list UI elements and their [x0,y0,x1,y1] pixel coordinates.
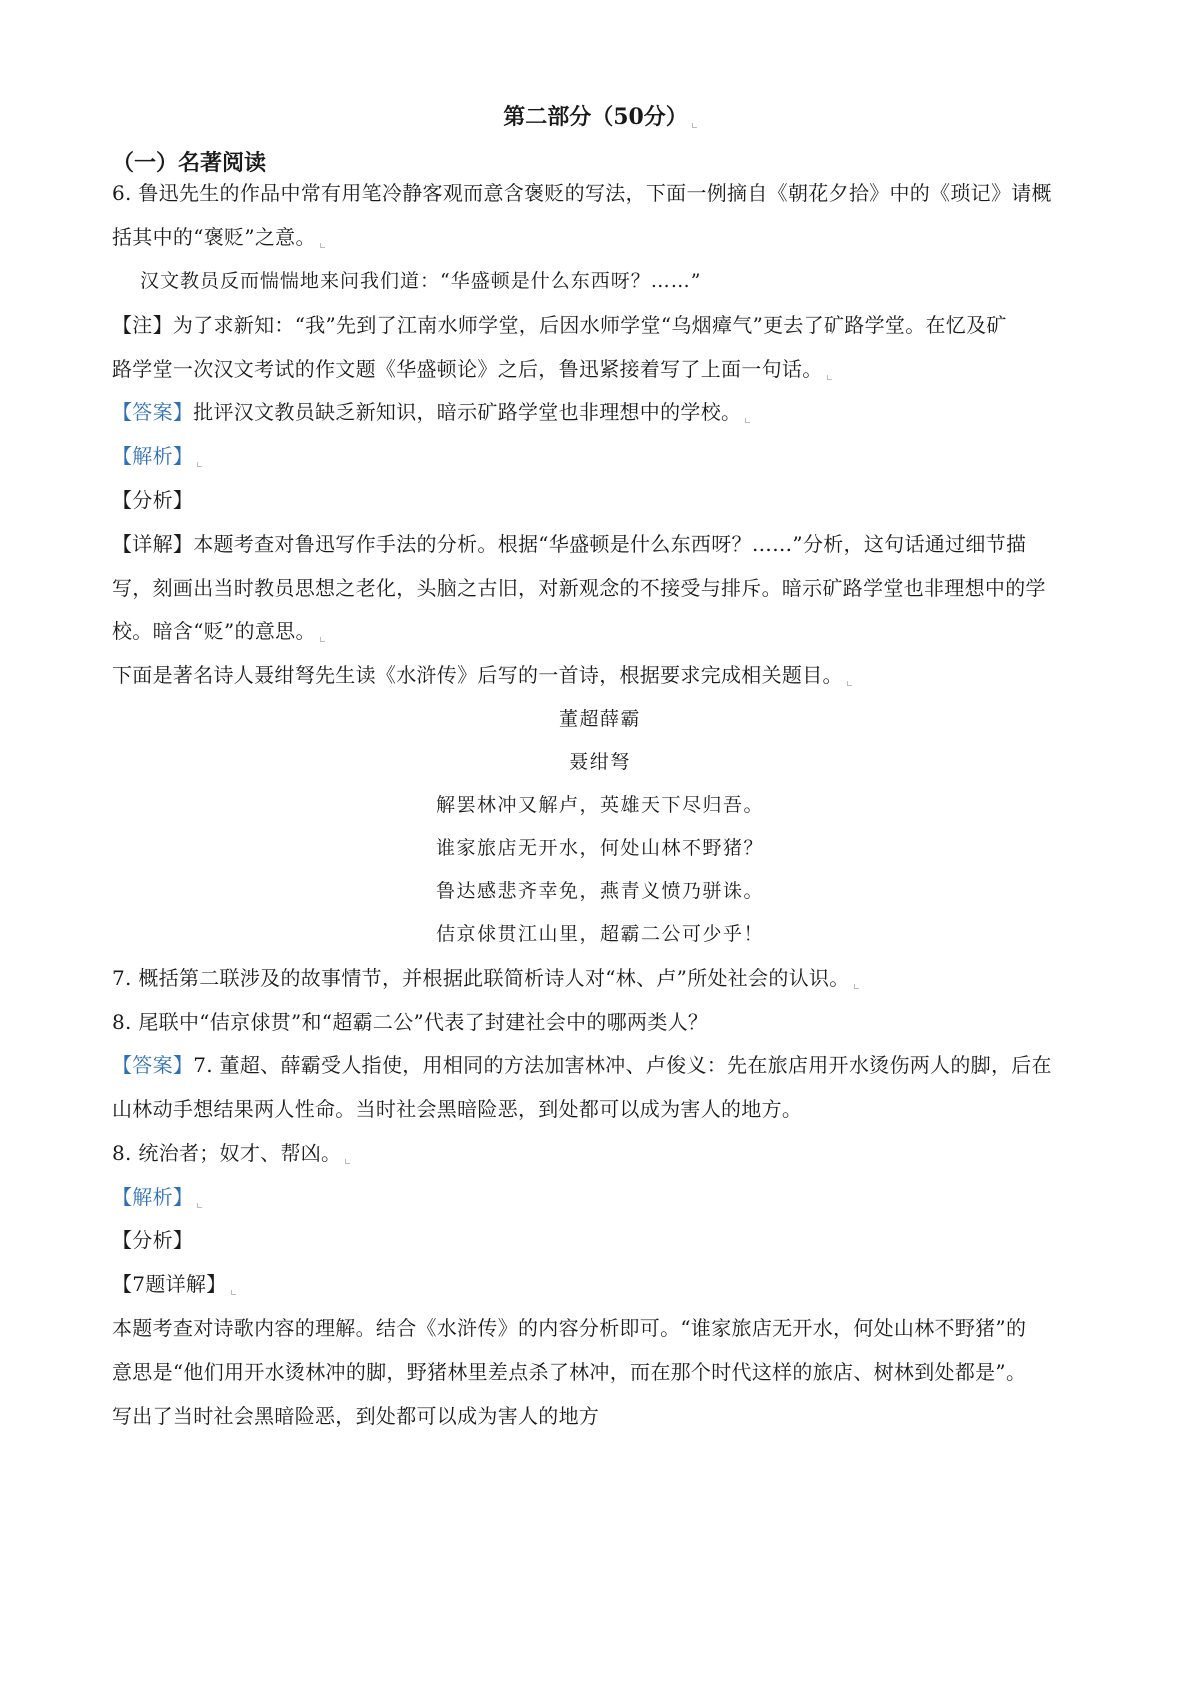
q78-fenxi-tag: 【分析】 [112,1228,194,1252]
poem-line-2: 谁家旅店无开水，何处山林不野猪？ [435,837,764,859]
part-title: 第二部分（50分） [0,101,1200,133]
q8-answer: 8. 统治者；奴才、帮凶。 [112,1138,350,1168]
answer-tag: 【答案】 [112,400,194,424]
poem-author: 聂绀弩 [569,751,631,773]
q7-detail-tag: 【7题详解】 [112,1269,236,1299]
q7-prompt: 7. 概括第二联涉及的故事情节，并根据此联简析诗人对“林、卢”所处社会的认识。 [112,963,859,993]
q6-quote: 汉文教员反而惴惴地来问我们道：“华盛顿是什么东西呀？……” [140,270,702,292]
q78-analysis-tag: 【解析】 [112,1182,202,1212]
q6-detail-line-3: 校。暗含“贬”的意思。 [112,616,325,646]
answer-tag: 【答案】 [112,1053,194,1077]
q8-prompt: 8. 尾联中“佶京俅贯”和“超霸二公”代表了封建社会中的哪两类人？ [112,1010,709,1034]
q6-answer: 【答案】批评汉文教员缺乏新知识，暗示矿路学堂也非理想中的学校。 [112,397,750,427]
q7-detail-line-3: 写出了当时社会黑暗险恶，到处都可以成为害人的地方 [112,1404,600,1428]
q7-detail-line-2: 意思是“他们用开水烫林冲的脚，野猪林里差点杀了林冲，而在那个时代这样的旅店、树林到处都是”。 [112,1360,1027,1384]
poem-line-3: 鲁达感悲齐幸免，燕青义愤乃骈诛。 [435,880,764,902]
poem-intro: 下面是著名诗人聂绀弩先生读《水浒传》后写的一首诗，根据要求完成相关题目。 [112,660,852,690]
q6-note-line-2: 路学堂一次汉文考试的作文题《华盛顿论》之后，鲁迅紧接着写了上面一句话。 [112,354,832,384]
q78-answer-line-1: 【答案】7. 董超、薛霸受人指使，用相同的方法加害林冲、卢俊义：先在旅店用开水烫伤两人的脚，后在 [112,1053,1052,1077]
section-heading: （一）名著阅读 [112,150,267,176]
q6-line-1: 6. 鲁迅先生的作品中常有用笔冷静客观而意含褒贬的写法，下面一例摘自《朝花夕拾》中的《琐记》请概 [112,181,1052,205]
q7-detail-line-1: 本题考查对诗歌内容的理解。结合《水浒传》的内容分析即可。“谁家旅店无开水，何处山林不野猪”的 [112,1316,1027,1340]
q6-detail-line-1: 【详解】本题考查对鲁迅写作手法的分析。根据“华盛顿是什么东西呀？……”分析，这句话通过细节描 [112,532,1027,556]
q6-detail-line-2: 写，刻画出当时教员思想之老化，头脑之古旧，对新观念的不接受与排斥。暗示矿路学堂也非理想中的学 [112,576,1046,600]
poem-line-4: 佶京俅贯江山里，超霸二公可少乎！ [435,923,764,945]
q6-fenxi-tag: 【分析】 [112,488,194,512]
q78-answer-line-2: 山林动手想结果两人性命。当时社会黑暗险恶，到处都可以成为害人的地方。 [112,1097,803,1121]
poem-title: 董超薛霸 [558,708,641,730]
poem-line-1: 解罢林冲又解卢，英雄天下尽归吾。 [435,794,764,816]
q6-note-line-1: 【注】为了求新知：“我”先到了江南水师学堂，后因水师学堂“乌烟瘴气”更去了矿路学堂。在忆及矿 [112,313,1007,337]
q6-analysis-tag: 【解析】 [112,441,202,471]
q6-line-2: 括其中的“褒贬”之意。 [112,222,325,252]
